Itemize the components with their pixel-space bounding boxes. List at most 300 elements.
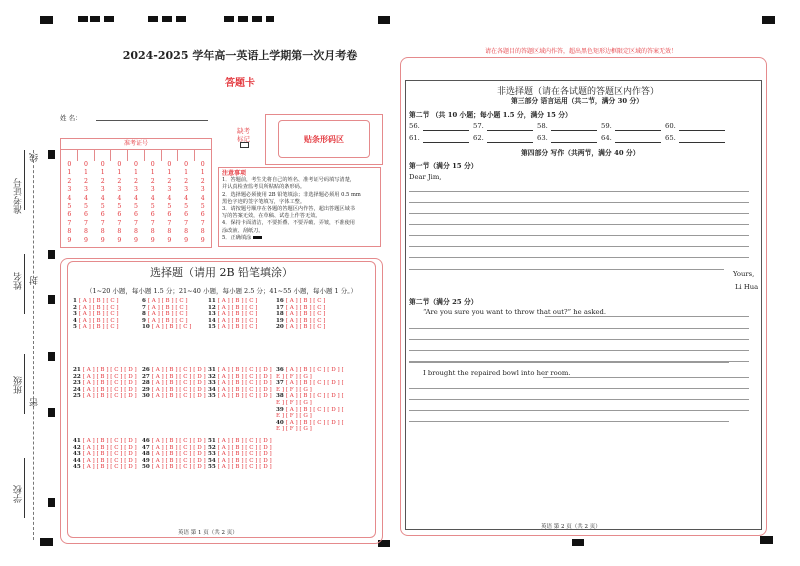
digit-bubble[interactable]: 6 [67,211,72,219]
writing-line[interactable] [409,328,749,329]
answer-options[interactable]: [ A ] [ B ] [ C ] [ D ] [82,444,137,451]
question-number: 2 [73,304,79,311]
digit-bubble[interactable]: 6 [200,211,205,219]
digit-bubble[interactable]: 6 [150,211,155,219]
question-row[interactable] [142,324,191,331]
answer-options[interactable]: [ A ] [ B ] [ C ] [147,298,188,304]
question-row[interactable] [276,420,348,433]
question-row[interactable] [276,318,325,325]
exam-id-write-row [61,150,211,161]
digit-bubble[interactable]: 0 [117,161,122,168]
digit-bubble[interactable]: 8 [150,228,155,236]
question-number: 49 [142,457,152,464]
school-underline [24,458,25,518]
digit-bubble[interactable]: 7 [134,219,138,227]
digit-column[interactable] [61,161,78,245]
notice-box [218,167,381,247]
answer-options[interactable]: [ A ] [ B ] [ C ] [285,304,326,311]
writing-line[interactable] [409,388,749,389]
digit-bubble[interactable]: 7 [117,219,122,227]
answer-options[interactable]: [ A ] [ B ] [ C ] [ D ] [82,380,137,387]
digit-bubble[interactable]: 5 [117,203,122,211]
barcode-label: 贴条形码区 [278,120,370,158]
blank-number: 56. [409,122,420,130]
digit-bubble[interactable]: 5 [167,203,172,211]
answer-options[interactable]: [ A ] [ B ] [ C ] [ D ] [82,457,137,464]
writing-line[interactable] [409,339,749,340]
question-number: 37 [276,380,286,387]
answer-options[interactable]: [ A ] [ B ] [ C ] [285,324,326,331]
question-row[interactable] [142,311,188,318]
writing-line[interactable] [409,421,729,422]
question-row[interactable] [73,298,119,305]
notice-line: 并认真检查监考员所粘贴的条形码。 [222,184,306,191]
part3-title: 第三部分 语言运用（共二节，满分 30 分） [511,97,644,105]
digit-bubble[interactable]: 9 [84,236,88,244]
digit-bubble[interactable]: 0 [100,161,105,168]
side-mark [48,352,55,361]
digit-bubble[interactable]: 4 [167,194,172,202]
answer-options[interactable]: [ A ] [ B ] [ C ] [78,311,119,318]
digit-bubble[interactable]: 0 [184,161,188,168]
question-row[interactable] [73,305,119,312]
answer-options[interactable]: [ A ] [ B ] [ C ] [ D ] [82,464,137,471]
question-row[interactable] [208,464,272,471]
digit-bubble[interactable]: 3 [117,186,122,194]
digit-bubble[interactable]: 1 [100,169,105,177]
digit-bubble[interactable]: 6 [117,211,122,219]
digit-bubble[interactable]: 9 [167,236,172,244]
answer-options[interactable]: [ A ] [ B ] [ C ] [147,317,188,324]
digit-bubble[interactable]: 5 [134,203,138,211]
answer-options[interactable]: [ A ] [ B ] [ C ] [ D ] [ E ] [ F ] [ G ] [276,380,344,393]
digit-bubble[interactable]: 5 [184,203,188,211]
continuation-para1: “Are you sure you want to throw that out?” he asked. [423,308,607,316]
question-row[interactable] [208,438,272,445]
answer-options[interactable]: [ A ] [ B ] [ C ] [78,324,119,331]
digit-bubble[interactable]: 9 [134,236,138,244]
writing-line[interactable] [409,257,749,258]
question-row[interactable] [276,324,325,331]
answer-options[interactable]: [ A ] [ B ] [ C ] [ D ] [217,451,272,458]
digit-bubble[interactable]: 3 [134,186,138,194]
answer-options[interactable]: [ A ] [ B ] [ C ] [ D ] [217,367,272,373]
writing-line[interactable] [409,213,749,214]
question-row[interactable] [208,318,257,325]
answer-options[interactable]: [ A ] [ B ] [ C ] [ D ] [151,444,206,451]
digit-bubble[interactable]: 7 [100,219,105,227]
digit-bubble[interactable]: 4 [67,194,72,202]
blank-line[interactable] [615,142,661,143]
digit-bubble[interactable]: 4 [84,194,88,202]
digit-bubble[interactable]: 2 [84,177,88,185]
answer-options[interactable]: [ A ] [ B ] [ C ] [ D ] [ E ] [ F ] [ G ] [276,393,344,406]
absent-checkbox[interactable] [240,142,249,148]
question-row[interactable] [276,367,348,380]
digit-bubble[interactable]: 3 [200,186,205,194]
digit-column[interactable] [161,161,178,245]
digit-bubble[interactable]: 5 [200,203,205,211]
question-row[interactable] [142,445,206,452]
question-row[interactable] [276,311,325,318]
answer-options[interactable]: [ A ] [ B ] [ C ] [ D ] [151,386,206,393]
digit-bubble[interactable]: 2 [167,177,172,185]
question-row[interactable] [208,305,257,312]
writing-line[interactable] [409,399,749,400]
question-row[interactable] [142,458,206,465]
writing-line[interactable] [543,377,749,378]
question-row[interactable] [73,393,137,400]
letter-greeting: Dear Jim, [409,173,442,181]
question-number: 55 [208,464,218,471]
question-row[interactable] [73,464,137,471]
digit-bubble[interactable]: 1 [84,169,88,177]
side-mark [48,250,55,259]
choice-instruction: （1~20 小题，每小题 1.5 分；21~40 小题，每小题 2.5 分；41~55 小题，每小题 1 分。） [86,287,357,295]
answer-options[interactable]: [ A ] [ B ] [ C ] [285,298,326,304]
answer-options[interactable]: [ A ] [ B ] [ C ] [ D ] [82,393,137,400]
writing-line[interactable] [409,191,749,192]
question-row[interactable] [208,374,272,381]
answer-options[interactable]: [ A ] [ B ] [ C ] [151,324,192,331]
digit-bubble[interactable]: 2 [100,177,105,185]
answer-options[interactable]: [ A ] [ B ] [ C ] [ D ] [217,386,272,393]
question-row[interactable] [208,324,257,331]
question-number: 32 [208,373,218,380]
digit-bubble[interactable]: 0 [67,161,72,168]
question-row[interactable] [208,445,272,452]
blank-line[interactable] [615,130,661,131]
side-mark [48,295,55,304]
letter-signature: Li Hua [735,283,759,291]
answer-options[interactable]: [ A ] [ B ] [ C ] [ D ] [151,457,206,464]
answer-options[interactable]: [ A ] [ B ] [ C ] [ D ] [217,393,272,400]
digit-bubble[interactable]: 0 [200,161,205,168]
digit-bubble[interactable]: 9 [100,236,105,244]
question-row[interactable] [73,311,119,318]
digit-bubble[interactable]: 5 [150,203,155,211]
question-row[interactable] [276,298,325,305]
blank-number: 61. [409,134,420,142]
digit-bubble[interactable]: 1 [200,169,205,177]
digit-column[interactable] [78,161,95,245]
question-row[interactable] [276,380,348,393]
question-row[interactable] [276,407,348,420]
blank-line[interactable] [679,142,725,143]
answer-options[interactable]: [ A ] [ B ] [ C ] [ D ] [151,393,206,400]
section2-title: 第二节 （共 10 小题；每小题 1.5 分，满分 15 分） [409,111,572,119]
question-row[interactable] [73,324,119,331]
choice-section [60,258,383,544]
writing-line[interactable] [409,202,749,203]
digit-bubble[interactable]: 1 [150,169,155,177]
exam-id-grid[interactable] [60,138,212,248]
digit-bubble[interactable]: 9 [67,236,72,244]
name-side-label: 姓名 [14,272,24,290]
exam-id-digits[interactable] [61,161,211,245]
name-field[interactable] [96,120,208,121]
blank-number: 57. [473,122,484,130]
digit-bubble[interactable]: 6 [84,211,88,219]
answer-options[interactable]: [ A ] [ B ] [ C ] [ D ] [151,373,206,380]
answer-options[interactable]: [ A ] [ B ] [ C ] [ D ] [82,438,137,444]
question-row[interactable] [73,451,137,458]
timing-mark [162,16,172,22]
digit-bubble[interactable]: 3 [67,186,72,194]
digit-bubble[interactable]: 7 [200,219,205,227]
answer-options[interactable]: [ A ] [ B ] [ C ] [ D ] [82,373,137,380]
digit-bubble[interactable]: 0 [134,161,138,168]
digit-bubble[interactable]: 2 [184,177,188,185]
question-row[interactable] [73,318,119,325]
question-row[interactable] [142,380,206,387]
digit-bubble[interactable]: 4 [150,194,155,202]
writing-line[interactable] [409,246,749,247]
answer-options[interactable]: [ A ] [ B ] [ C ] [ D ] [82,386,137,393]
seal-label: 封 [30,276,40,285]
answer-options[interactable]: [ A ] [ B ] [ C ] [ D ] [151,438,206,444]
answer-options[interactable]: [ A ] [ B ] [ C ] [ D ] [82,451,137,458]
digit-bubble[interactable]: 7 [167,219,172,227]
digit-bubble[interactable]: 1 [67,169,72,177]
answer-options[interactable]: [ A ] [ B ] [ C ] [217,324,258,331]
timing-mark [104,16,114,22]
digit-bubble[interactable]: 9 [117,236,122,244]
question-number: 14 [208,317,218,324]
digit-bubble[interactable]: 2 [150,177,155,185]
digit-column[interactable] [111,161,128,245]
digit-bubble[interactable]: 3 [100,186,105,194]
digit-column[interactable] [128,161,145,245]
digit-bubble[interactable]: 4 [184,194,188,202]
question-number: 41 [73,438,83,444]
answer-options[interactable]: [ A ] [ B ] [ C ] [147,311,188,318]
corner-mark [40,16,53,24]
writing-line[interactable] [409,362,729,363]
answer-options[interactable]: [ A ] [ B ] [ C ] [ D ] [82,367,137,373]
digit-bubble[interactable]: 8 [184,228,188,236]
answer-options[interactable]: [ A ] [ B ] [ C ] [ D ] [151,380,206,387]
question-row[interactable] [142,367,206,374]
blank-line[interactable] [487,130,533,131]
answer-options[interactable]: [ A ] [ B ] [ C ] [ D ] [ E ] [ F ] [ G ] [276,367,344,380]
answer-options[interactable]: [ A ] [ B ] [ C ] [147,304,188,311]
question-row[interactable] [208,380,272,387]
question-row[interactable] [142,464,206,471]
corner-mark [762,16,775,24]
question-row[interactable] [142,451,206,458]
question-row[interactable] [208,458,272,465]
timing-mark [224,16,234,22]
answer-options[interactable]: [ A ] [ B ] [ C ] [ D ] [217,380,272,387]
answer-options[interactable]: [ A ] [ B ] [ C ] [78,304,119,311]
digit-bubble[interactable]: 9 [150,236,155,244]
timing-mark [78,16,88,22]
digit-bubble[interactable]: 1 [184,169,188,177]
blank-line[interactable] [423,142,469,143]
question-row[interactable] [73,367,137,374]
digit-bubble[interactable]: 1 [134,169,138,177]
question-row[interactable] [208,387,272,394]
question-number: 45 [73,464,83,471]
digit-bubble[interactable]: 2 [134,177,138,185]
question-number: 8 [142,311,148,318]
digit-bubble[interactable]: 1 [167,169,172,177]
writing-line[interactable] [409,410,749,411]
digit-bubble[interactable]: 8 [200,228,205,236]
blank-line[interactable] [679,130,725,131]
digit-bubble[interactable]: 2 [67,177,72,185]
class-underline [24,354,25,414]
digit-bubble[interactable]: 8 [100,228,105,236]
question-row[interactable] [142,393,206,400]
question-row[interactable] [142,387,206,394]
answer-options[interactable]: [ A ] [ B ] [ C ] [285,311,326,318]
answer-options[interactable]: [ A ] [ B ] [ C ] [78,317,119,324]
question-row[interactable] [73,387,137,394]
question-row[interactable] [142,374,206,381]
blank-line[interactable] [551,142,597,143]
answer-options[interactable]: [ A ] [ B ] [ C ] [ D ] [217,457,272,464]
question-row[interactable] [142,298,188,305]
digit-bubble[interactable]: 3 [150,186,155,194]
digit-column[interactable] [178,161,195,245]
answer-options[interactable]: [ A ] [ B ] [ C ] [ D ] [ E ] [ F ] [ G ] [276,406,344,420]
question-row[interactable] [208,451,272,458]
digit-bubble[interactable]: 9 [200,236,205,244]
digit-column[interactable] [144,161,161,245]
question-number: 5 [73,324,79,331]
answer-options[interactable]: [ A ] [ B ] [ C ] [ D ] [217,438,272,444]
digit-bubble[interactable]: 3 [84,186,88,194]
digit-bubble[interactable]: 8 [67,228,72,236]
digit-bubble[interactable]: 7 [150,219,155,227]
digit-bubble[interactable]: 5 [100,203,105,211]
digit-bubble[interactable]: 7 [84,219,88,227]
digit-bubble[interactable]: 8 [117,228,122,236]
question-row[interactable] [208,367,272,374]
question-number: 27 [142,373,152,380]
digit-column[interactable] [94,161,111,245]
digit-bubble[interactable]: 8 [167,228,172,236]
blank-line[interactable] [487,142,533,143]
digit-bubble[interactable]: 7 [184,219,188,227]
answer-options[interactable]: [ A ] [ B ] [ C ] [ D ] [217,373,272,380]
question-number: 11 [208,298,218,304]
question-number: 19 [276,317,286,324]
notice-line: 5．正确填涂 [222,235,377,242]
class-side-label: 班级 [14,376,24,394]
digit-bubble[interactable]: 6 [100,211,105,219]
question-number: 52 [208,444,218,451]
question-number: 6 [142,298,148,304]
question-number: 31 [208,367,218,373]
question-number: 24 [73,386,83,393]
question-number: 25 [73,393,83,400]
digit-bubble[interactable]: 7 [67,219,72,227]
question-row[interactable] [276,393,348,406]
writing-line[interactable] [409,235,749,236]
digit-bubble[interactable]: 4 [117,194,122,202]
digit-column[interactable] [194,161,211,245]
question-row[interactable] [142,438,206,445]
digit-bubble[interactable]: 4 [100,194,105,202]
answer-options[interactable]: [ A ] [ B ] [ C ] [ D ] [151,367,206,373]
answer-options[interactable]: [ A ] [ B ] [ C ] [78,298,119,304]
writing-line[interactable] [409,224,749,225]
writing-line[interactable] [545,316,749,317]
question-row[interactable] [208,393,272,400]
question-row[interactable] [73,374,137,381]
digit-bubble[interactable]: 2 [200,177,205,185]
question-row[interactable] [73,380,137,387]
question-number: 33 [208,380,218,387]
digit-bubble[interactable]: 8 [134,228,138,236]
digit-bubble[interactable]: 3 [184,186,188,194]
digit-bubble[interactable]: 4 [134,194,138,202]
digit-bubble[interactable]: 1 [117,169,122,177]
writing-line[interactable] [409,350,749,351]
question-row[interactable] [73,445,137,452]
digit-bubble[interactable]: 5 [84,203,88,211]
writing-line[interactable] [409,269,724,270]
digit-bubble[interactable]: 2 [117,177,122,185]
question-row[interactable] [73,438,137,445]
answer-options[interactable]: [ A ] [ B ] [ C ] [ D ] [151,464,206,471]
blank-line[interactable] [423,130,469,131]
secret-label: 密 [30,398,40,407]
digit-bubble[interactable]: 0 [167,161,172,168]
answer-options[interactable]: [ A ] [ B ] [ C ] [217,304,258,311]
question-number: 36 [276,367,286,373]
notice-line: 写的答案无效，在草稿、试卷上作答无效。 [222,213,321,220]
question-row[interactable] [73,458,137,465]
question-row[interactable] [276,305,325,312]
question-row[interactable] [142,305,188,312]
answer-options[interactable]: [ A ] [ B ] [ C ] [285,317,326,324]
digit-bubble[interactable]: 6 [134,211,138,219]
page-title: 2024-2025 学年高一英语上学期第一次月考卷 [122,49,358,62]
answer-options[interactable]: [ A ] [ B ] [ C ] [217,317,258,324]
part4-title: 第四部分 写作（共两节，满分 40 分） [521,149,640,157]
digit-bubble[interactable]: 6 [184,211,188,219]
answer-options[interactable]: [ A ] [ B ] [ C ] [ D ] [151,451,206,458]
question-row[interactable] [142,318,188,325]
answer-options[interactable]: [ A ] [ B ] [ C ] [ D ] [ E ] [ F ] [ G ] [276,419,344,433]
question-number: 30 [142,393,152,400]
answer-options[interactable]: [ A ] [ B ] [ C ] [ D ] [217,444,272,451]
blank-number: 63. [537,134,548,142]
digit-bubble[interactable]: 4 [200,194,205,202]
digit-bubble[interactable]: 6 [167,211,172,219]
digit-bubble[interactable]: 0 [84,161,88,168]
exam-id-header: 准考证号 [61,139,211,150]
question-row[interactable] [208,311,257,318]
digit-bubble[interactable]: 5 [67,203,72,211]
answer-options[interactable]: [ A ] [ B ] [ C ] [ D ] [217,464,272,471]
question-number: 23 [73,380,83,387]
answer-options[interactable]: [ A ] [ B ] [ C ] [217,311,258,318]
digit-bubble[interactable]: 3 [167,186,172,194]
question-row[interactable] [208,298,257,305]
digit-bubble[interactable]: 0 [150,161,155,168]
digit-bubble[interactable]: 9 [184,236,188,244]
blank-line[interactable] [551,130,597,131]
question-number: 10 [142,324,152,331]
answer-options[interactable]: [ A ] [ B ] [ C ] [217,298,258,304]
answer-card-label: 答题卡 [225,78,255,89]
digit-bubble[interactable]: 8 [84,228,88,236]
